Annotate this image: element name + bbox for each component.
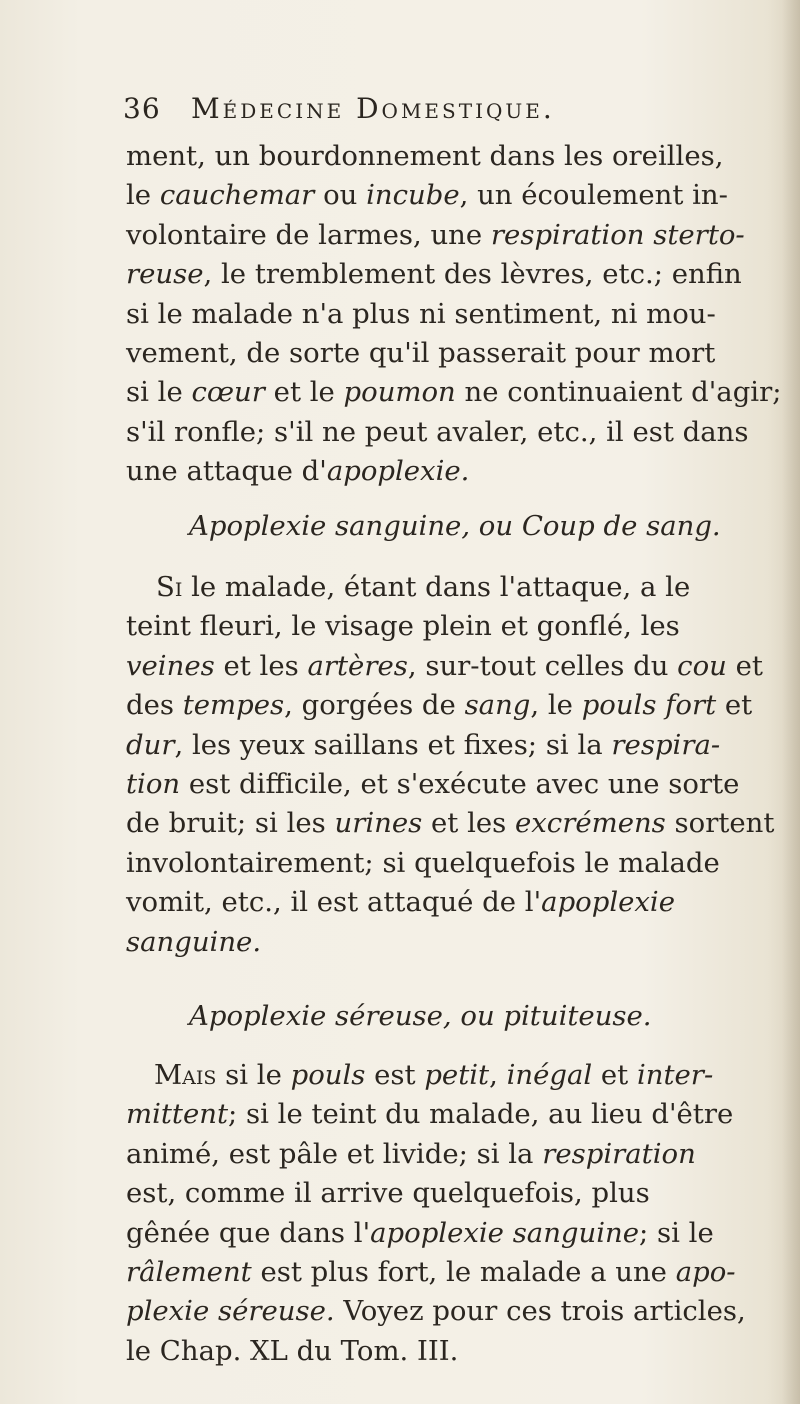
text-line: est, comme il arrive quelquefois, plus [126,1177,650,1210]
text-line: si le malade n'a plus ni sentiment, ni mou- [126,297,716,330]
text-line: involontairement; si quelquefois le malade [126,846,720,879]
section-heading-sanguine: Apoplexie sanguine, ou Coup de sang. [189,510,721,542]
text-line: de bruit; si les urines et les excrémens sortent [126,807,775,840]
text-line: le cauchemar ou incube, un écoulement in- [126,179,728,212]
text-line: reuse, le tremblement des lèvres, etc.; enfin [126,258,742,291]
text-line: teint fleuri, le visage plein et gonflé, les [126,610,680,643]
text-line: si le cœur et le poumon ne continuaient d'agir; [126,376,782,409]
text-line: râlement est plus fort, le malade a une apo- [126,1255,736,1288]
section-heading-sereuse: Apoplexie séreuse, ou pituiteuse. [189,1000,652,1032]
text-line: ment, un bourdonnement dans les oreilles, [126,140,724,172]
running-title: Médecine Domestique. [191,92,555,125]
text-line: dur, les yeux saillans et fixes; si la respira- [126,728,721,761]
text-line: volontaire de larmes, une respiration sterto- [126,218,745,251]
paragraph-2 [126,568,786,962]
text-line: Si le malade, étant dans l'attaque, a le [156,571,691,603]
paragraph-1 [126,137,786,492]
text-line: plexie séreuse. Voyez pour ces trois articles, [126,1295,746,1328]
text-line: Mais si le pouls est petit, inégal et inter- [154,1059,714,1091]
text-line: mittent; si le teint du malade, au lieu d'être [126,1098,734,1131]
running-header [123,92,683,132]
page-number: 36 [123,92,161,125]
text-line: tion est difficile, et s'exécute avec une sorte [126,767,740,800]
text-line: veines et les artères, sur-tout celles du cou et [126,649,763,682]
text-line: gênée que dans l'apoplexie sanguine; si le [126,1216,714,1249]
paragraph-3 [126,1056,786,1371]
text-line: des tempes, gorgées de sang, le pouls fort et [126,689,753,722]
text-line: vement, de sorte qu'il passerait pour mort [126,336,716,369]
text-line: une attaque d'apoplexie. [126,455,470,488]
text-line: le Chap. XL du Tom. III. [126,1334,459,1367]
text-line: vomit, etc., il est attaqué de l'apoplexie [126,886,675,919]
text-line: sanguine. [126,925,262,958]
text-line: s'il ronfle; s'il ne peut avaler, etc., il est dans [126,415,749,448]
text-line: animé, est pâle et livide; si la respiration [126,1137,696,1170]
